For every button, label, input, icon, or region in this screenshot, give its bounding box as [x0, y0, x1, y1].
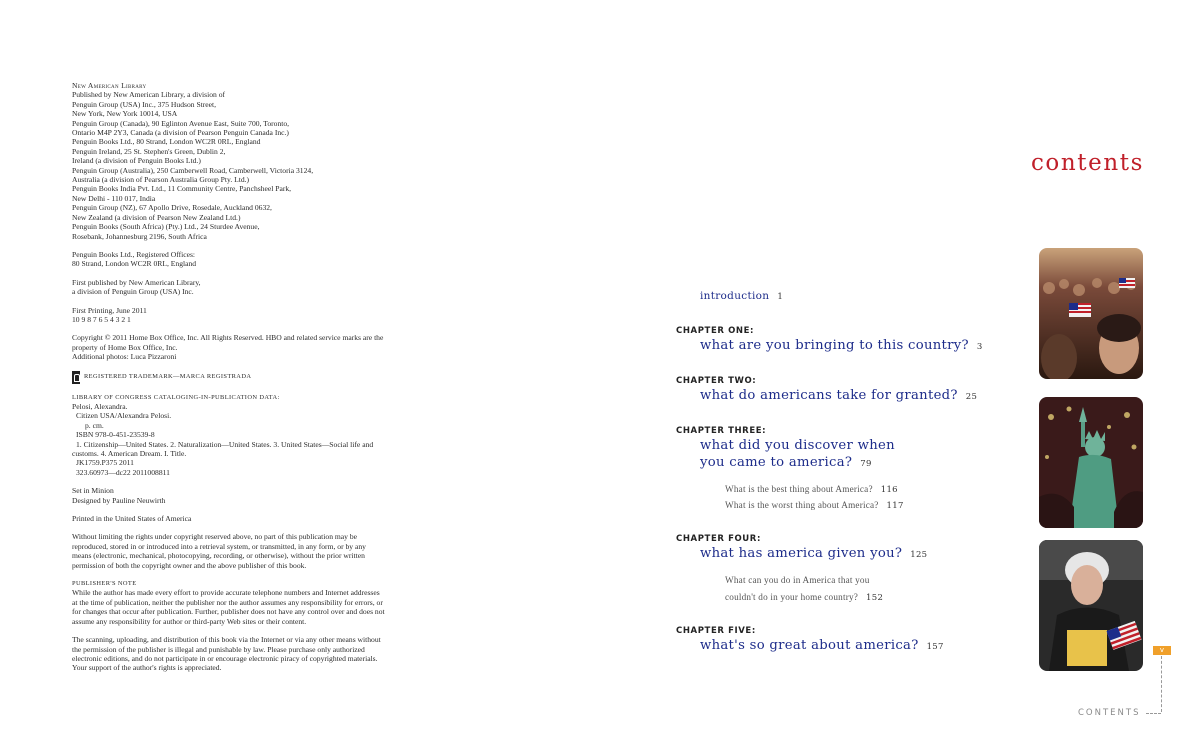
- cip-line: Pelosi, Alexandra.: [72, 401, 128, 411]
- publishers-note-heading: PUBLISHER'S NOTE: [72, 580, 137, 588]
- design-credits: [72, 486, 417, 505]
- publisher-line: Ireland (a division of Penguin Books Ltd.): [72, 156, 201, 166]
- copyright-line: Copyright © 2011 Home Box Office, Inc. All Rights Reserved. HBO and related service marks are the: [72, 333, 384, 343]
- chevron-down-icon[interactable]: v: [1153, 646, 1171, 655]
- toc-entry-title: what has america given you?: [700, 546, 903, 561]
- chapter-label: CHAPTER FOUR:: [676, 534, 761, 544]
- footer-section-label: CONTENTS: [1078, 708, 1141, 718]
- first-printing-date: First Printing, June 2011: [72, 305, 147, 315]
- piracy-line: Your support of the author's rights is appreciated.: [72, 663, 222, 673]
- publisher-line: Australia (a division of Pearson Australia Group Pty. Ltd.): [72, 175, 250, 185]
- toc-page-number: 116: [880, 485, 898, 495]
- toc-entry-chapter-four[interactable]: [700, 545, 927, 564]
- cip-line: ISBN 978-0-451-23539-8: [76, 430, 155, 440]
- registered-offices-line: Penguin Books Ltd., Registered Offices:: [72, 249, 196, 259]
- toc-page-number: 125: [910, 550, 928, 560]
- toc-entry-title-line: you came to america?: [700, 455, 853, 470]
- toc-page-number: 157: [926, 642, 944, 652]
- cip-line: 323.60973—dc22 2011008811: [76, 467, 170, 477]
- cip-line: 1. Citizenship—United States. 2. Naturalization—United States. 3. United States—Social life and: [76, 439, 374, 449]
- rights-notice: [72, 532, 417, 570]
- publisher-line: Penguin Group (Canada), 90 Eglinton Avenue East, Suite 700, Toronto,: [72, 118, 290, 128]
- cip-line: JK1759.P375 2011: [76, 458, 134, 468]
- toc-page-number: 117: [886, 501, 904, 511]
- piracy-line: The scanning, uploading, and distribution of this book via the Internet or via any other means without: [72, 635, 381, 645]
- copyright-page: [72, 81, 417, 682]
- publisher-line: Penguin Group (USA) Inc., 375 Hudson Street,: [72, 99, 217, 109]
- rights-line: means (electronic, mechanical, photocopying, recording, or otherwise), without the prior written: [72, 551, 365, 561]
- cip-block: [72, 393, 417, 478]
- rights-line: Without limiting the rights under copyright reserved above, no part of this publication may be: [72, 532, 358, 542]
- toc-entry-title: what do americans take for granted?: [700, 388, 958, 403]
- toc-entry-chapter-five[interactable]: [700, 637, 944, 656]
- toc-subentry-title: What is the best thing about America?: [725, 484, 873, 494]
- chapter-label: CHAPTER TWO:: [676, 376, 757, 386]
- publisher-line: Penguin Books (South Africa) (Pty.) Ltd., 24 Sturdee Avenue,: [72, 222, 260, 232]
- cip-heading: LIBRARY OF CONGRESS CATALOGING-IN-PUBLICATION DATA:: [72, 393, 280, 401]
- publisher-line: Penguin Group (NZ), 67 Apollo Drive, Rosedale, Auckland 0632,: [72, 203, 272, 213]
- trademark-text: REGISTERED TRADEMARK—MARCA REGISTRADA: [84, 373, 252, 381]
- publisher-line: Published by New American Library, a division of: [72, 90, 226, 100]
- toc-entry-title: what's so great about america?: [700, 638, 919, 653]
- publisher-name: New American Library: [72, 81, 147, 90]
- publisher-block: [72, 81, 417, 241]
- rights-line: reproduced, stored in or introduced into a retrieval system, or transmitted, in any form, or by any: [72, 541, 366, 551]
- elderly-woman-with-flag-photo: [1039, 540, 1143, 671]
- publisher-line: Penguin Books India Pvt. Ltd., 11 Community Centre, Panchsheel Park,: [72, 184, 292, 194]
- copyright-line: Additional photos: Luca Pizzaroni: [72, 352, 177, 362]
- toc-subentry-title: What is the worst thing about America?: [725, 500, 879, 510]
- chapter-label: CHAPTER FIVE:: [676, 626, 756, 636]
- first-published-line: a division of Penguin Group (USA) Inc.: [72, 287, 194, 297]
- penguin-trademark-icon: [72, 371, 80, 384]
- set-in-line: Set in Minion: [72, 486, 114, 496]
- chapter-label: CHAPTER THREE:: [676, 426, 767, 436]
- printed-in-line: Printed in the United States of America: [72, 514, 192, 524]
- publishers-note-line: While the author has made every effort to provide accurate telephone numbers and Internet addresses: [72, 588, 380, 598]
- designed-by-line: Designed by Pauline Neuwirth: [72, 495, 166, 505]
- toc-entry-title: introduction: [700, 290, 770, 302]
- rights-line: permission of both the copyright owner and the above publisher of this book.: [72, 560, 307, 570]
- registered-offices-line: 80 Strand, London WC2R 0RL, England: [72, 259, 197, 269]
- toc-page-number: 152: [866, 593, 884, 603]
- crowd-with-flags-photo: [1039, 248, 1143, 379]
- publisher-line: New York, New York 10014, USA: [72, 109, 178, 119]
- trademark-row: [72, 371, 417, 384]
- dashed-guide-line: [1146, 713, 1161, 714]
- publisher-line: Penguin Group (Australia), 250 Camberwell Road, Camberwell, Victoria 3124,: [72, 165, 314, 175]
- publishers-note-line: at the time of publication, neither the publisher nor the author assumes any responsibility for errors, or: [72, 597, 383, 607]
- cip-line: customs. 4. American Dream. I. Title.: [72, 449, 187, 458]
- toc-subentry[interactable]: [725, 572, 883, 607]
- toc-subentry-title-line: couldn't do in your home country?: [725, 592, 859, 602]
- publishers-note-line: for changes that occur after publication. Further, publisher does not have any control over and does not: [72, 607, 385, 617]
- printed-in: [72, 514, 417, 523]
- toc-entry-chapter-three[interactable]: [700, 437, 895, 473]
- contents-title: contents: [1030, 150, 1144, 176]
- toc-subentry-title-line: What can you do in America that you: [725, 575, 870, 585]
- piracy-notice: [72, 635, 417, 673]
- first-published-line: First published by New American Library,: [72, 277, 201, 287]
- publisher-line: Penguin Ireland, 25 St. Stephen's Green, Dublin 2,: [72, 146, 226, 156]
- statue-of-liberty-photo: [1039, 397, 1143, 528]
- piracy-line: the permission of the publisher is illegal and punishable by law. Please purchase only authorized: [72, 644, 365, 654]
- publisher-line: Ontario M4P 2Y3, Canada (a division of Pearson Penguin Canada Inc.): [72, 128, 289, 138]
- toc-subentry[interactable]: [725, 497, 904, 515]
- toc-page-number: 3: [976, 342, 983, 352]
- toc-entry-title: what are you bringing to this country?: [700, 338, 969, 353]
- cip-line: p. cm.: [85, 420, 104, 430]
- publisher-line: Rosebank, Johannesburg 2196, South Africa: [72, 231, 207, 241]
- registered-offices: [72, 250, 417, 269]
- toc-entry-introduction[interactable]: [700, 288, 783, 306]
- toc-entry-title-line: what did you discover when: [700, 438, 895, 453]
- copyright-line: property of Home Box Office, Inc.: [72, 342, 178, 352]
- dashed-guide-line: [1161, 656, 1162, 712]
- publisher-line: New Zealand (a division of Pearson New Zealand Ltd.): [72, 212, 241, 222]
- toc-entry-chapter-one[interactable]: [700, 337, 983, 356]
- publishers-note-line: assume any responsibility for author or third-party Web sites or their content.: [72, 616, 307, 626]
- toc-page-number: 79: [860, 459, 872, 469]
- toc-entry-chapter-two[interactable]: [700, 387, 977, 406]
- first-printing: [72, 306, 417, 325]
- piracy-line: electronic editions, and do not participate in or encourage electronic piracy of copyrighted materials.: [72, 653, 378, 663]
- chapter-label: CHAPTER ONE:: [676, 326, 755, 336]
- toc-page-number: 1: [777, 292, 784, 302]
- toc-page-number: 25: [965, 392, 978, 402]
- first-published: [72, 278, 417, 297]
- publisher-line: Penguin Books Ltd., 80 Strand, London WC2R 0RL, England: [72, 137, 261, 147]
- copyright-notice: [72, 333, 417, 361]
- publisher-line: New Delhi - 110 017, India: [72, 193, 156, 203]
- printing-numbers: 10 9 8 7 6 5 4 3 2 1: [72, 314, 131, 324]
- publishers-note: [72, 579, 417, 626]
- cip-line: Citizen USA/Alexandra Pelosi.: [76, 411, 172, 421]
